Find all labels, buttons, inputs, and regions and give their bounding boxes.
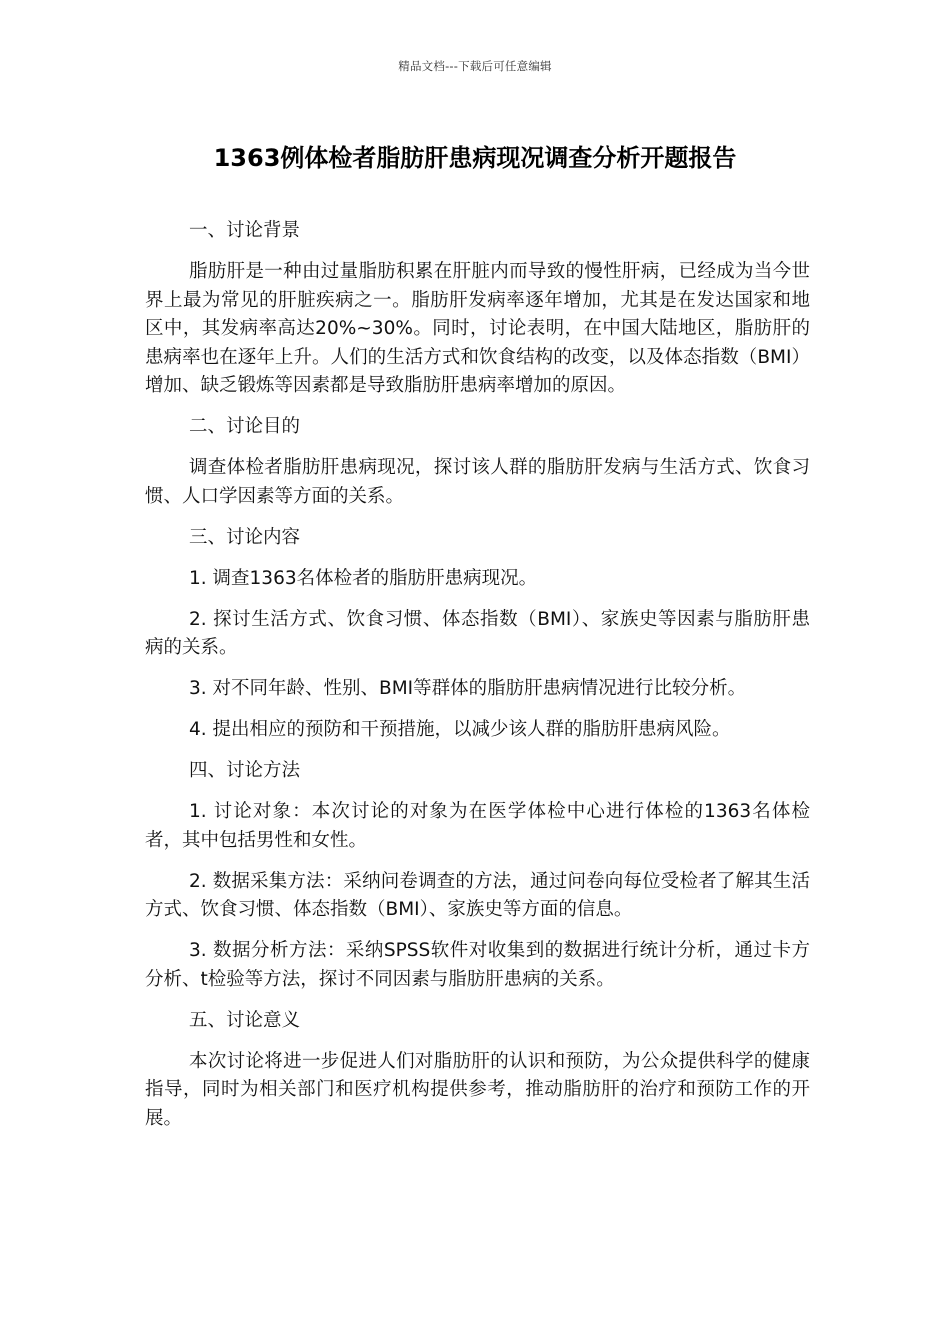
section-heading-significance: 五、讨论意义 [189, 1009, 301, 1031]
purpose-paragraph: 调查体检者脂肪肝患病现况，探讨该人群的脂肪肝发病与生活方式、饮食习惯、人口学因素等方面的关系。 [145, 457, 810, 507]
section-heading-methods: 四、讨论方法 [189, 760, 301, 781]
document-body [145, 217, 810, 1146]
section-heading-content: 三、讨论内容 [189, 526, 301, 548]
section-heading-background: 一、讨论背景 [189, 220, 301, 241]
document-title: 1363例体检者脂肪肝患病现况调查分析开题报告 [213, 144, 737, 172]
methods-item: 2. 数据采集方法：采纳问卷调查的方法，通过问卷向每位受检者了解其生活方式、饮食习惯、体态指数（BMI）、家族史等方面的信息。 [145, 870, 810, 920]
methods-item: 1. 讨论对象：本次讨论的对象为在医学体检中心进行体检的1363名体检者，其中包括男性和女性。 [145, 801, 810, 851]
content-item: 1. 调查1363名体检者的脂肪肝患病现况。 [189, 567, 538, 589]
section-heading-purpose: 二、讨论目的 [189, 416, 301, 437]
methods-item: 3. 数据分析方法：采纳SPSS软件对收集到的数据进行统计分析，通过卡方分析、t检验等方法，探讨不同因素与脂肪肝患病的关系。 [145, 940, 810, 990]
content-item: 4. 提出相应的预防和干预措施，以减少该人群的脂肪肝患病风险。 [189, 719, 731, 740]
header-note: 精品文档---下载后可任意编辑 [398, 59, 552, 73]
significance-paragraph: 本次讨论将进一步促进人们对脂肪肝的认识和预防，为公众提供科学的健康指导，同时为相关部门和医疗机构提供参考，推动脂肪肝的治疗和预防工作的开展。 [145, 1050, 810, 1129]
content-item: 3. 对不同年龄、性别、BMI等群体的脂肪肝患病情况进行比较分析。 [189, 678, 747, 699]
background-paragraph: 脂肪肝是一种由过量脂肪积累在肝脏内而导致的慢性肝病，已经成为当今世界上最为常见的肝脏疾病之一。脂肪肝发病率逐年增加，尤其是在发达国家和地区中，其发病率高达20%~30%。同时，讨论表明，在中国大陆地区，脂肪肝的患病率也在逐年上升。人们的生活方式和饮食结构的改变，以及体态指数（BMI）增加、缺乏锻炼等因素都是导致脂肪肝患病率增加的原因。 [145, 261, 810, 396]
content-item: 2. 探讨生活方式、饮食习惯、体态指数（BMI）、家族史等因素与脂肪肝患病的关系。 [145, 608, 810, 658]
